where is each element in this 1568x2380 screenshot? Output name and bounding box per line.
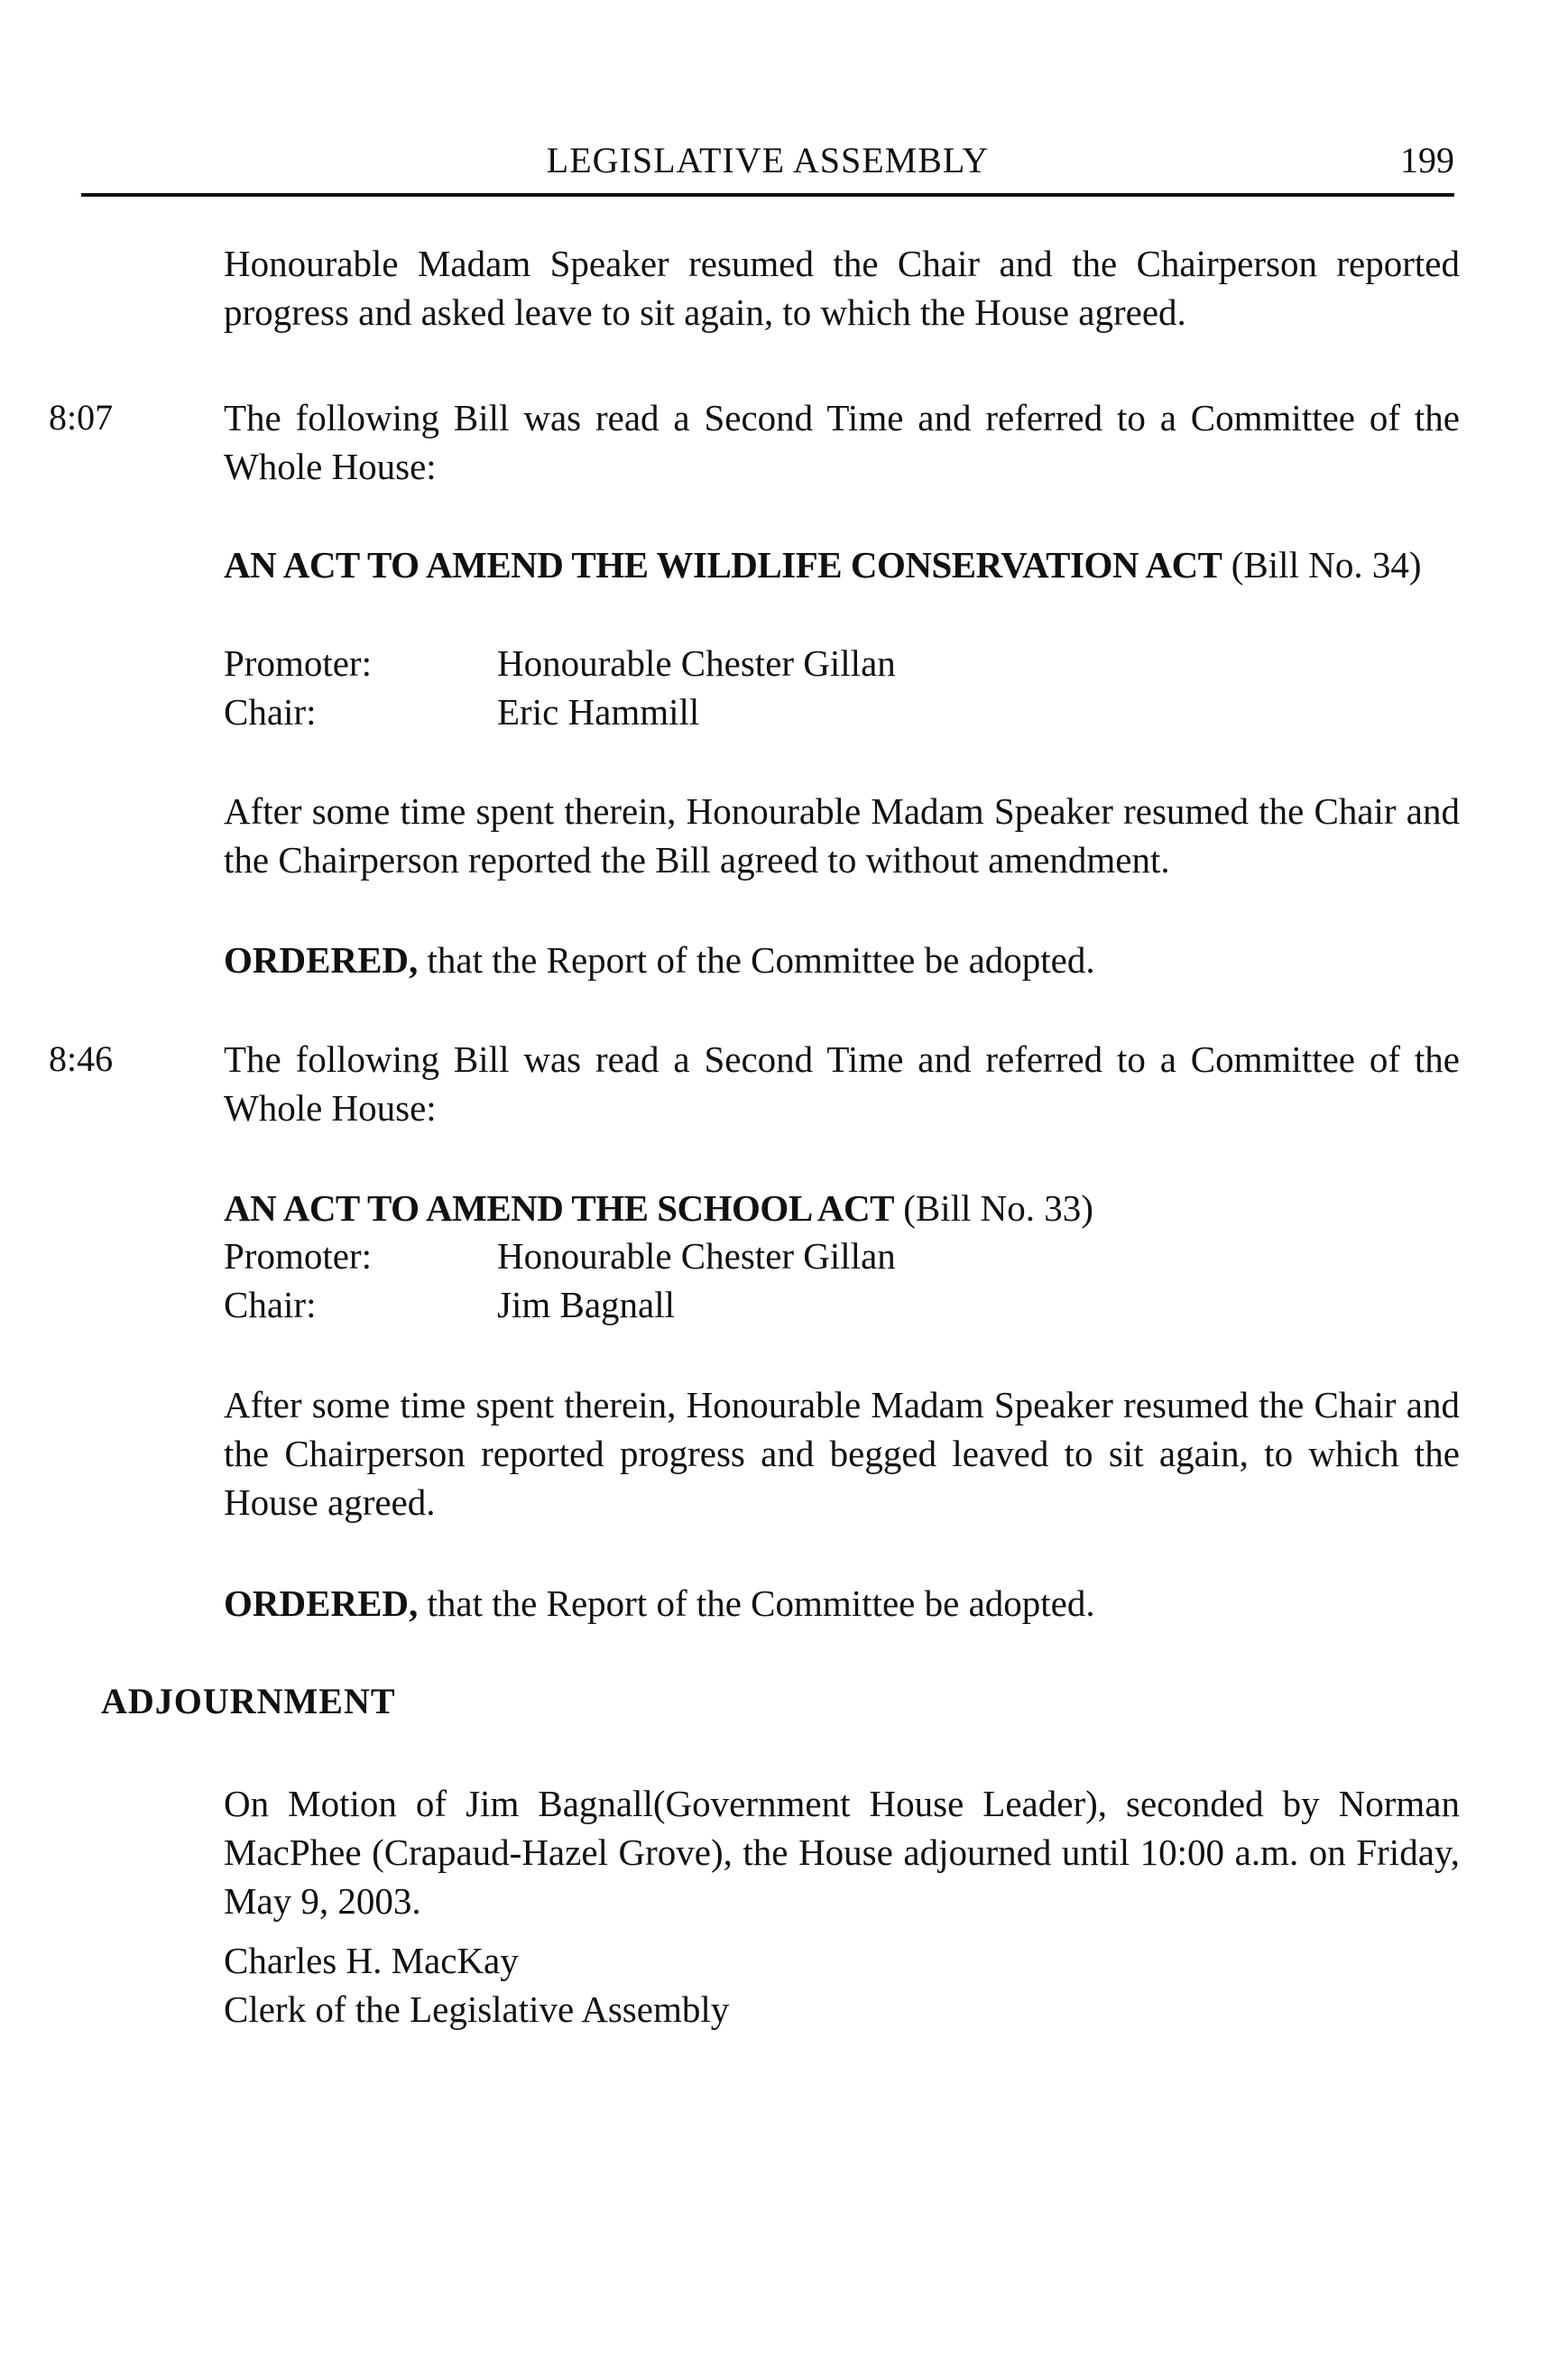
ordered-label: ORDERED, (224, 939, 419, 981)
item-1-after (224, 787, 1460, 884)
item-2-details (224, 1232, 1460, 1329)
item-1-bill-name: AN ACT TO AMEND THE WILDLIFE CONSERVATION ACT (224, 544, 1222, 586)
ordered-text: that the Report of the Committee be adopted. (418, 939, 1095, 981)
promoter-value: Honourable Chester Gillan (497, 642, 896, 684)
promoter-label: Promoter: (224, 1235, 372, 1277)
item-1-after-text: After some time spent therein, Honourable Madam Speaker resumed the Chair and the Chairperson reported the Bill agreed to without amendment. (224, 790, 1460, 881)
item-1-ordered (224, 936, 1460, 984)
item-2-bill-title (224, 1184, 1460, 1232)
signature-title: Clerk of the Legislative Assembly (224, 1988, 730, 2030)
chair-value: Eric Hammill (497, 691, 700, 733)
item-1-bill-number: (Bill No. 34) (1222, 544, 1422, 586)
item-2-after-text: After some time spent therein, Honourable Madam Speaker resumed the Chair and the Chairperson reported progress and begged leaved to sit again, to which the House agreed. (224, 1384, 1460, 1523)
chair-label: Chair: (224, 691, 317, 733)
promoter-value: Honourable Chester Gillan (497, 1235, 896, 1277)
item-2-bill-name: AN ACT TO AMEND THE SCHOOL ACT (224, 1187, 894, 1229)
signature-block (224, 1936, 1460, 2034)
item-1-bill-title (224, 540, 1460, 589)
item-2-time: 8:46 (49, 1038, 114, 1079)
ordered-label: ORDERED, (224, 1582, 419, 1624)
item-2-intro (224, 1035, 1460, 1132)
item-2-chair-row (224, 1280, 1460, 1329)
item-2-ordered (224, 1579, 1460, 1628)
promoter-label: Promoter: (224, 642, 372, 684)
item-1-time: 8:07 (49, 397, 114, 438)
running-title: LEGISLATIVE ASSEMBLY (546, 140, 990, 180)
intro-paragraph (224, 239, 1460, 337)
item-1-chair-row (224, 687, 1460, 736)
item-1-intro (224, 393, 1460, 491)
item-2-promoter-row (224, 1232, 1460, 1280)
chair-value: Jim Bagnall (497, 1284, 676, 1325)
item-2-text: The following Bill was read a Second Time and referred to a Committee of the Whole House: (224, 1038, 1460, 1129)
item-2-bill-number: (Bill No. 33) (893, 1187, 1093, 1229)
adjournment-motion (224, 1779, 1460, 1925)
page-number: 199 (1400, 140, 1454, 180)
intro-text: Honourable Madam Speaker resumed the Chair and the Chairperson reported progress and asked leave to sit again, to which the House agreed. (224, 243, 1460, 333)
item-1-details (224, 639, 1460, 736)
running-header (81, 135, 1454, 197)
item-2-after (224, 1380, 1460, 1527)
signature-name: Charles H. MacKay (224, 1940, 519, 1981)
chair-label: Chair: (224, 1284, 317, 1325)
item-1-promoter-row (224, 639, 1460, 687)
adjournment-heading: ADJOURNMENT (101, 1681, 396, 1721)
item-1-text: The following Bill was read a Second Time and referred to a Committee of the Whole House: (224, 397, 1460, 487)
adjournment-text: On Motion of Jim Bagnall(Government House Leader), seconded by Norman MacPhee (Crapaud-Hazel Grove), the House adjourned until 10:00 a.m. on Friday, May 9, 2003. (224, 1783, 1460, 1922)
ordered-text: that the Report of the Committee be adopted. (418, 1582, 1095, 1624)
